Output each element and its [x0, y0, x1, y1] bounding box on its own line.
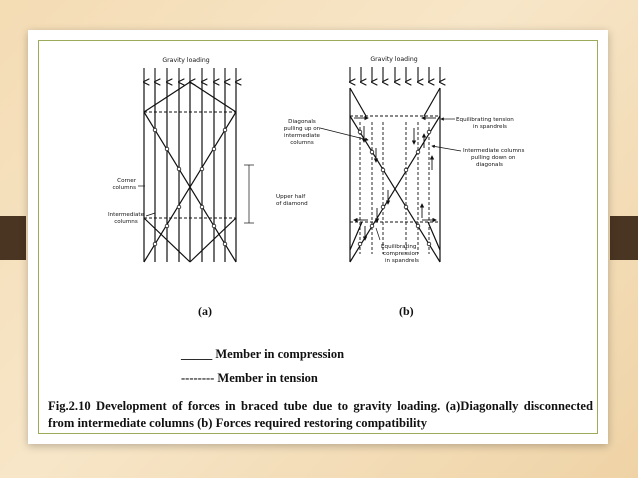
pulling-down-label-2: pulling down on: [471, 155, 516, 161]
intermediate-label-1: Intermediate: [107, 212, 145, 218]
diagonals-label-4: columns: [290, 140, 314, 146]
diagonals-label-1: Diagonals: [288, 119, 316, 125]
intermediate-leader: [146, 213, 155, 216]
pulling-down-label-3: diagonals: [476, 162, 503, 168]
compression-leader: [376, 228, 380, 240]
pulling-down-leader: [432, 146, 461, 151]
compression-label-3: in spandrels: [385, 258, 419, 264]
braced-tube-figure: [28, 30, 608, 330]
dashed-members-b: [350, 116, 440, 254]
legend-tension: -------- Member in tension: [181, 371, 318, 385]
gravity-arrows-a: [144, 68, 236, 82]
gravity-label-b: Gravity loading: [370, 56, 418, 63]
diagonals-label-2: pulling up on: [283, 126, 321, 132]
frame-b: [350, 88, 440, 262]
intermediate-label-2: columns: [114, 219, 138, 225]
tension-label-1: Equilibrating tension: [456, 117, 514, 123]
upper-half-label-1: Upper half: [276, 194, 306, 200]
tension-label-2: in spandrels: [473, 124, 507, 130]
diagonals-label-3: intermediate: [284, 133, 320, 139]
corner-label-2: columns: [112, 185, 136, 191]
left-edge-tab: [0, 216, 26, 260]
right-edge-tab: [610, 216, 638, 260]
corner-label-1: Corner: [117, 178, 136, 184]
compression-label-1: Equilibrating: [381, 244, 417, 250]
gravity-arrows-b: [350, 67, 440, 82]
compression-label-2: compression: [383, 251, 419, 257]
gravity-label-a: Gravity loading: [162, 57, 210, 64]
slide: [28, 30, 608, 444]
chevron-b-top-right: [424, 88, 440, 116]
diagram-b: [350, 56, 524, 264]
pulling-down-label-1: Intermediate columns: [463, 148, 525, 154]
upper-half-dimension: [244, 165, 254, 223]
panel-label-a: (a): [198, 304, 212, 318]
legend-compression: _____ Member in compression: [181, 347, 345, 361]
figure-caption: Fig.2.10 Development of forces in braced tube due to gravity loading. (a)Diagonally disconnected from intermediate columns (b) Forces required restoring compatibility: [48, 399, 593, 430]
panel-label-b: (b): [399, 304, 414, 318]
frame-a: [144, 82, 236, 262]
diagram-a: [108, 57, 321, 262]
chevron-top-right: [190, 82, 236, 112]
chevron-b-top-left: [350, 88, 366, 116]
upper-half-label-2: of diamond: [276, 201, 308, 207]
